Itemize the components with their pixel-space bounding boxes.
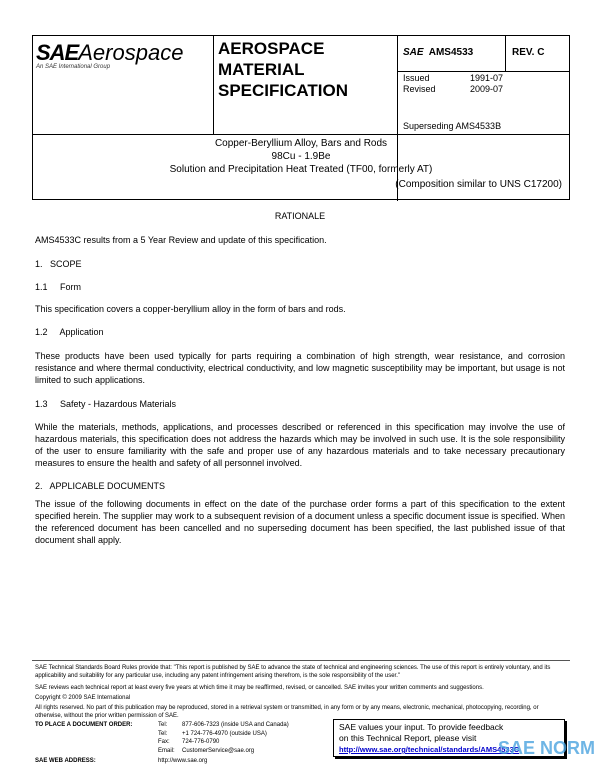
paragraph: The issue of the following documents in effect on the date of the purchase order forms a part of this specification to the extent specified herein. The supplier may work to a subsequent revision of a document unless a specific document issue is specified. When the referenced document has been cancelled and no superseding document has been specified, the last published issue of that document shall apply. (35, 499, 565, 545)
footer-rights: All rights reserved. No part of this publication may be reproduced, stored in a retrieval system or transmitted, in any form or by any means, electronic, mechanical, photocopying, recording, or otherwise, without the prior written permission of SAE. (35, 705, 539, 719)
title-line: 98Cu - 1.9Be (271, 151, 331, 162)
rationale-text: AMS4533C results from a 5 Year Review and update of this specification. (35, 235, 327, 245)
divider (213, 36, 214, 134)
contact-key: Tel: (158, 722, 168, 728)
section-heading: 1.3 Safety - Hazardous Materials (35, 399, 177, 409)
doc-type-line: MATERIAL (218, 60, 305, 79)
contact-value: 877-606-7323 (inside USA and Canada) (182, 722, 289, 728)
revised-label: Revised (403, 84, 436, 94)
document-type (218, 38, 348, 101)
footer-rules: SAE Technical Standards Board Rules provide that: "This report is published by SAE to advance the state of technical and engineering sciences. The use of this report is entirely voluntary, and its applicability and suitability for any particular use, including any patent infringement arising therefrom, is the sole responsibility of the user." (35, 665, 551, 679)
superseding: Superseding AMS4533B (403, 121, 502, 131)
contact-key: Tel: (158, 730, 168, 737)
contact-key: Email: (158, 747, 175, 754)
section-heading: 1.2 Application (35, 327, 104, 337)
footer-review: SAE reviews each technical report at least every five years at which time it may be reaffirmed, revised, or cancelled. SAE invites your written comments and suggestions. (35, 685, 484, 691)
logo-subtitle: An SAE International Group (36, 64, 111, 70)
issued-date: 1991-07 (470, 73, 504, 83)
section-heading: 1. SCOPE (35, 259, 82, 269)
logo-brand: SAE (36, 40, 79, 65)
email-link[interactable]: CustomerService@sae.org (182, 747, 255, 754)
doc-type-line: SPECIFICATION (218, 81, 349, 100)
document-number: AMS4533 (428, 47, 474, 58)
divider (397, 71, 569, 72)
doc-type-line: AEROSPACE (218, 39, 325, 58)
revised-date: 2009-07 (470, 84, 504, 94)
divider (33, 134, 569, 135)
paragraph: While the materials, methods, applications, and processes described or referenced in this specification may involve the use of hazardous materials, this specification does not address the hazards which may be involved in such use. It is the sole responsibility of the user to ensure familiarity with the safe and proper use of any hazardous materials and to take necessary precautionary measures to ensure the health and safety of all personnel involved. (35, 422, 565, 468)
footer-divider (32, 660, 570, 661)
sae-aerospace-logo (36, 40, 183, 66)
paragraph: This specification covers a copper-beryllium alloy in the form of bars and rods. (35, 304, 346, 314)
rationale-heading: RATIONALE (274, 211, 326, 221)
contact-list (158, 721, 289, 755)
title-line: Copper-Beryllium Alloy, Bars and Rods (214, 138, 388, 149)
feedback-link[interactable]: http://www.sae.org/technical/standards/AMS4533C (339, 745, 520, 754)
paragraph: These products have been used typically for parts requiring a combination of high strength, wear resistance, and corrosion resistance and where thermal conductivity, electrical conductivity, and low magnetic susceptibility may be important, but usage is not limited to such applications. (35, 351, 565, 385)
logo-word: Aerospace (78, 40, 184, 65)
web-label: SAE WEB ADDRESS: (35, 758, 96, 764)
composition-note: (Composition similar to UNS C17200) (395, 179, 562, 190)
divider (505, 36, 506, 71)
issued-label: Issued (403, 73, 430, 83)
feedback-text: on this Technical Report, please visit (339, 733, 477, 743)
revision: REV. C (512, 47, 545, 58)
contact-value: 724-776-0790 (182, 739, 220, 745)
title-line: Solution and Precipitation Heat Treated (TF00, formerly AT) (169, 164, 433, 175)
contact-value: +1 724-776-4970 (outside USA) (182, 730, 267, 737)
feedback-text: SAE values your input. To provide feedback (339, 722, 504, 732)
watermark: SAE NORM (498, 738, 596, 758)
web-link[interactable]: http://www.sae.org (158, 758, 208, 764)
footer-copyright: Copyright © 2009 SAE International (35, 695, 131, 701)
section-heading: 2. APPLICABLE DOCUMENTS (35, 481, 166, 491)
section-heading: 1.1 Form (35, 282, 82, 292)
order-label: TO PLACE A DOCUMENT ORDER: (35, 722, 133, 728)
document-title (32, 137, 570, 191)
sae-mark: SAE (403, 47, 424, 58)
contact-key: Fax: (158, 739, 170, 745)
